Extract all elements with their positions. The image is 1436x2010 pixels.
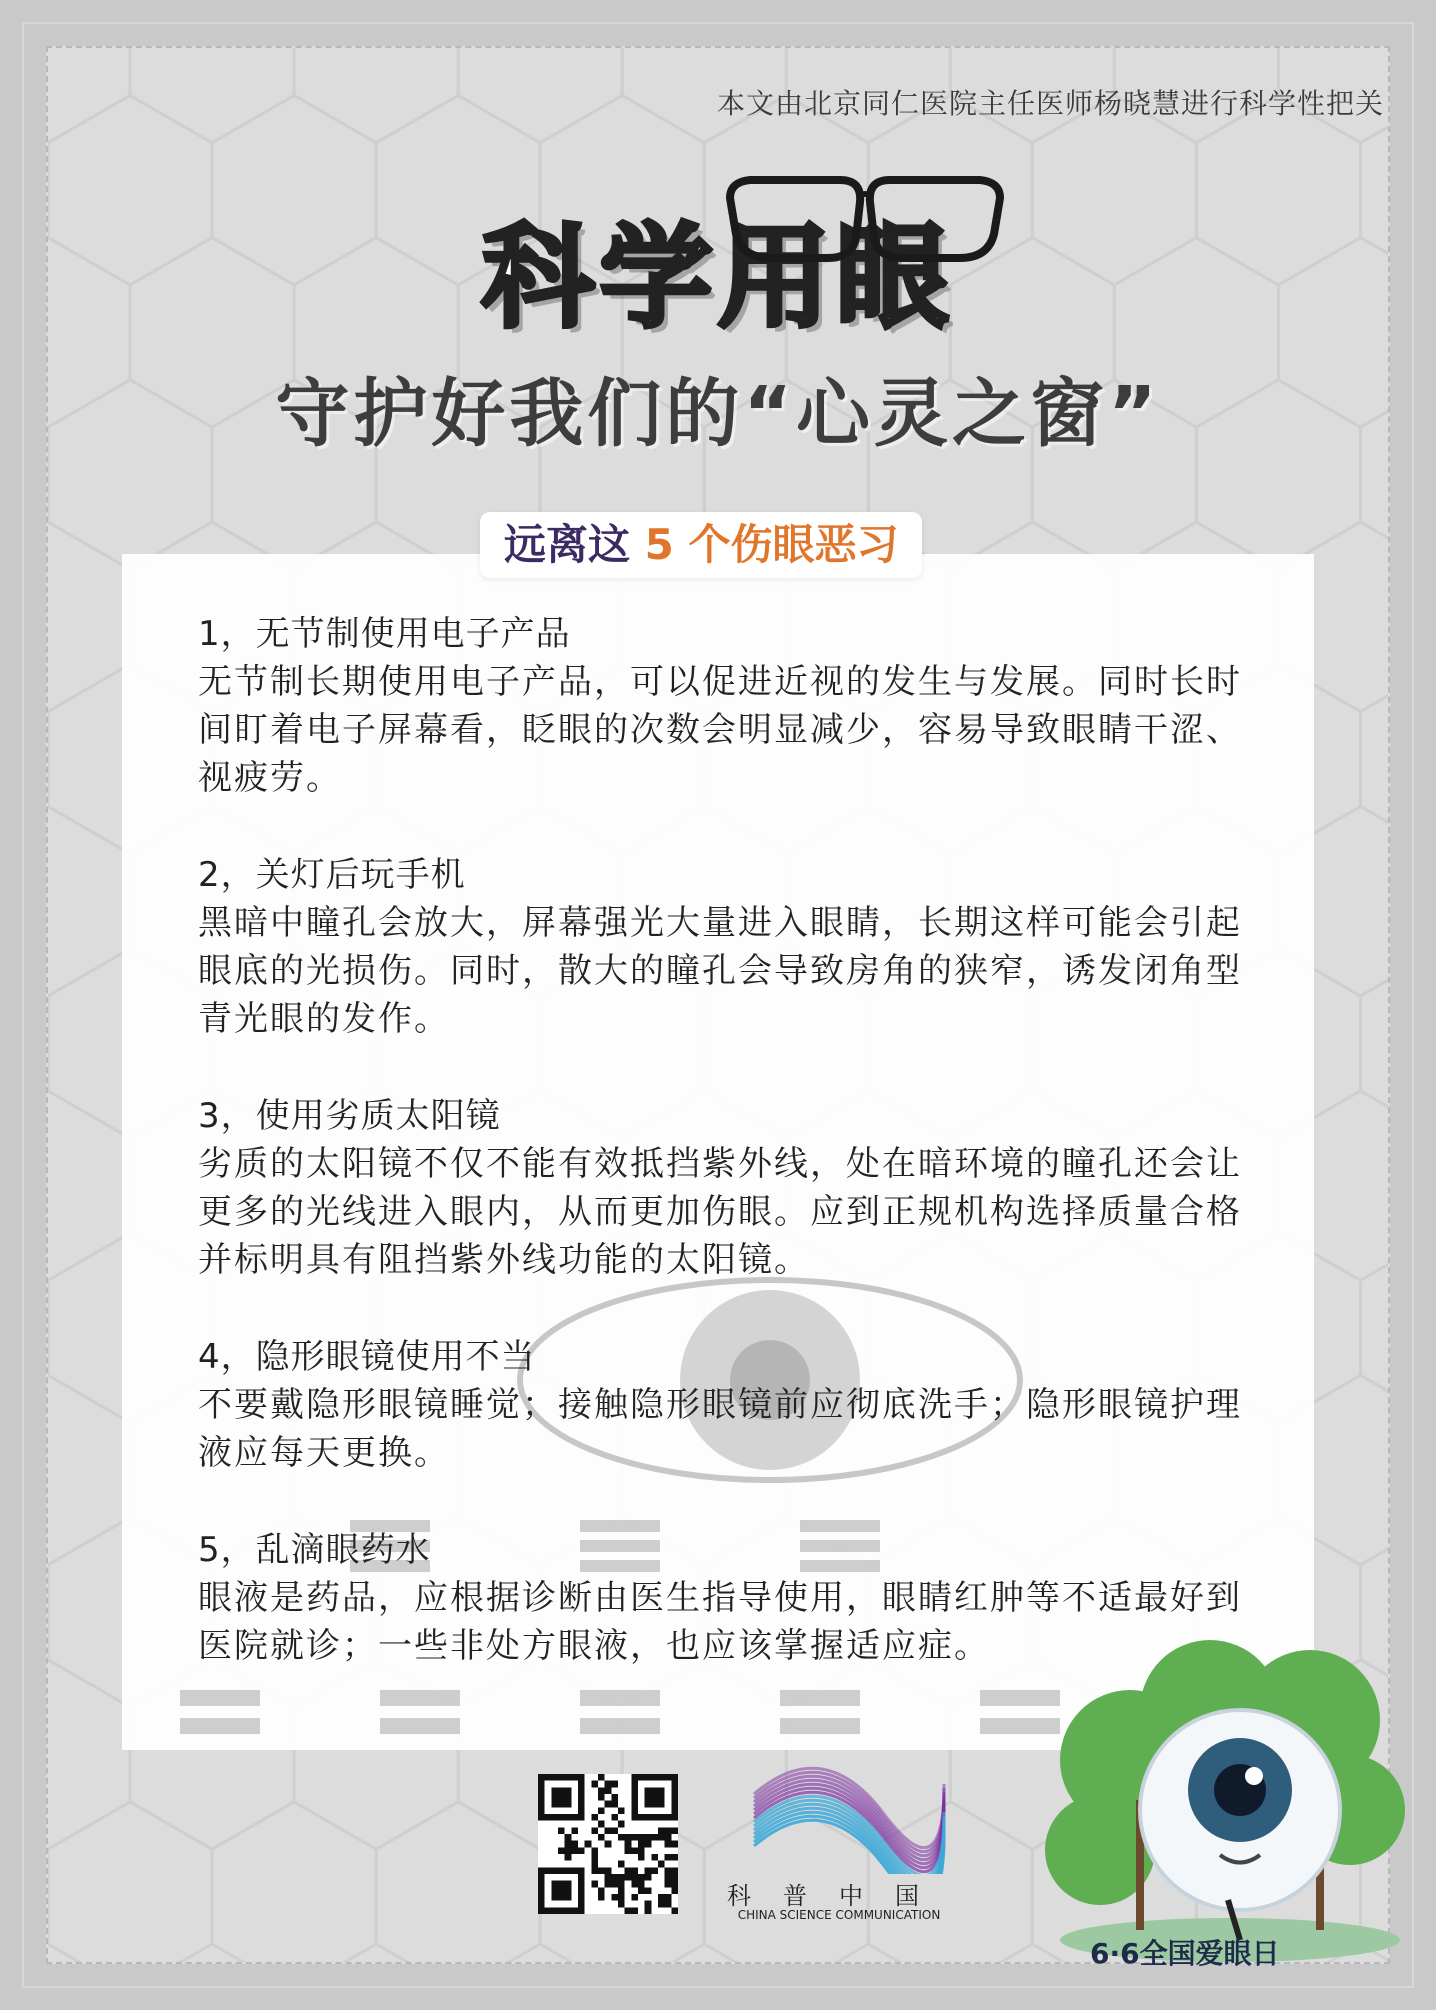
habit-title: 1，无节制使用电子产品 xyxy=(198,614,571,654)
habit-title: 2，关灯后玩手机 xyxy=(198,855,466,895)
habit-list xyxy=(198,610,1258,1719)
habit-title: 3，使用劣质太阳镜 xyxy=(198,1096,501,1136)
habit-item-3 xyxy=(198,1092,1258,1284)
habit-item-2 xyxy=(198,851,1258,1043)
habit-item-1 xyxy=(198,610,1258,802)
habit-description: 眼液是药品，应根据诊断由医生指导使用，眼睛红肿等不适最好到医院就诊；一些非处方眼液，也应该掌握适应症。 xyxy=(198,1578,1242,1666)
page-subtitle: 守护好我们的“心灵之窗” xyxy=(275,371,1161,457)
habit-description: 黑暗中瞳孔会放大，屏幕强光大量进入眼睛，长期这样可能会引起眼底的光损伤。同时，散大的瞳孔会导致房角的狭窄，诱发闭角型青光眼的发作。 xyxy=(198,903,1242,1039)
page-title: 科学用眼 xyxy=(482,213,954,343)
section-heading-prefix: 远离这 xyxy=(504,520,645,569)
eye-day-label: 6·6全国爱眼日 xyxy=(1090,1937,1280,1970)
section-heading-suffix: 个伤眼恶习 xyxy=(673,520,899,569)
eyeball-mascot-illustration xyxy=(1040,1640,1410,1970)
science-china-logo-icon xyxy=(714,1764,964,1874)
logo-english-name: CHINA SCIENCE COMMUNICATION xyxy=(737,1908,941,1922)
section-heading xyxy=(480,512,922,578)
habit-description: 劣质的太阳镜不仅不能有效抵挡紫外线，处在暗环境的瞳孔还会让更多的光线进入眼内，从而更加伤眼。应到正规机构选择质量合格并标明具有阻挡紫外线功能的太阳镜。 xyxy=(198,1144,1242,1280)
section-heading-number: 5 xyxy=(644,520,674,569)
habit-description: 无节制长期使用电子产品，可以促进近视的发生与发展。同时长时间盯着电子屏幕看，眨眼的次数会明显减少，容易导致眼睛干涩、视疲劳。 xyxy=(198,662,1242,798)
glasses-icon xyxy=(720,168,1010,264)
habit-title: 4，隐形眼镜使用不当 xyxy=(198,1337,536,1377)
qr-code[interactable] xyxy=(538,1774,678,1914)
habit-item-4 xyxy=(198,1333,1258,1477)
science-china-logo[interactable] xyxy=(714,1764,964,1924)
reviewer-note: 本文由北京同仁医院主任医师杨晓慧进行科学性把关 xyxy=(716,87,1384,120)
habit-description: 不要戴隐形眼镜睡觉；接触隐形眼镜前应彻底洗手；隐形眼镜护理液应每天更换。 xyxy=(198,1385,1242,1473)
habit-title: 5，乱滴眼药水 xyxy=(198,1530,431,1570)
logo-chinese-name: 科普中国 xyxy=(727,1882,951,1910)
